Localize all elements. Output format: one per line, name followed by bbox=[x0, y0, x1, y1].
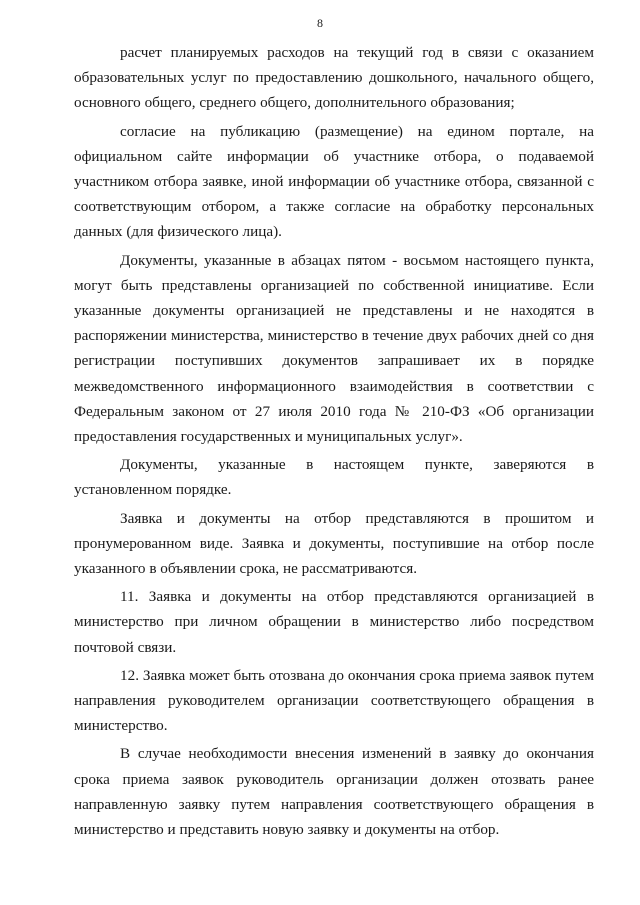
paragraph-changes-to-application: В случае необходимости внесения изменений в заявку до окончания срока приема заявок руководитель организации должен отозвать ранее направленную заявку путем направления соответствующего обращения в министерство и представить новую заявку и документы на отбор. bbox=[74, 745, 594, 839]
paragraph-publication-consent: согласие на публикацию (размещение) на едином портале, на официальном сайте информации об участнике отбора, о подаваемой участником отбора заявке, иной информации об участнике отбора, связанной с соответствующим отбором, а также согласие на обработку персональных данных (для физического лица). bbox=[74, 122, 594, 241]
paragraph-item-12-withdrawal: 12. Заявка может быть отозвана до окончания срока приема заявок путем направления руководителем организации соответствующего обращения в министерство. bbox=[74, 666, 594, 735]
paragraph-expense-calculation: расчет планируемых расходов на текущий год в связи с оказанием образовательных услуг по предоставлению дошкольного, начального общего, основного общего, среднего общего, дополнительного образования; bbox=[74, 44, 594, 112]
page-number: 8 bbox=[317, 16, 323, 30]
paragraph-certification: Документы, указанные в настоящем пункте, заверяются в установленном порядке. bbox=[74, 456, 594, 499]
paragraph-item-11-submission: 11. Заявка и документы на отбор представляются организацией в министерство при личном обращении в министерство либо посредством почтовой связи. bbox=[74, 588, 594, 656]
paragraph-interagency-request: Документы, указанные в абзацах пятом - восьмом настоящего пункта, могут быть представлены организацией по собственной инициативе. Если указанные документы организацией не представлены и не находятся в распоряжении министерства, министерство в течение двух рабочих дней со дня регистрации поступивших документов запрашивает их в порядке межведомственного информационного взаимодействия в соответствии с Федеральным законом от 27 июля 2010 года № 210-ФЗ «Об организации предоставления государственных и муниципальных услуг». bbox=[74, 251, 594, 446]
document-body bbox=[74, 40, 594, 845]
paragraph-bound-numbered: Заявка и документы на отбор представляются в прошитом и пронумерованном виде. Заявка и документы, поступившие на отбор после указанного в объявлении срока, не рассматриваются. bbox=[74, 509, 594, 578]
